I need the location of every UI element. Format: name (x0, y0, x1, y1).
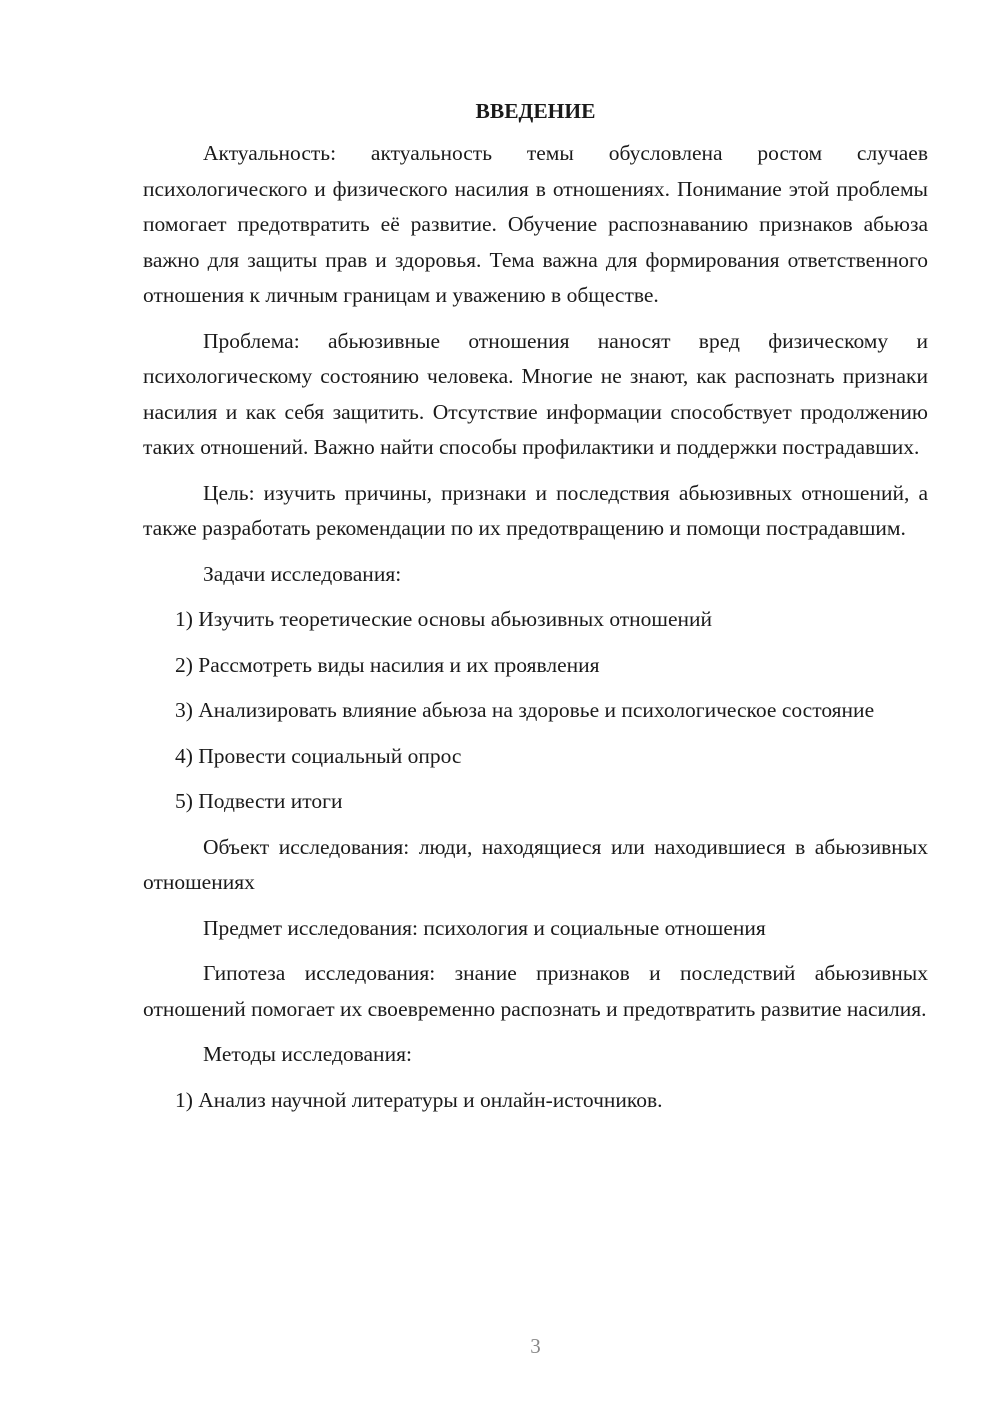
task-item-2: 2) Рассмотреть виды насилия и их проявления (175, 652, 600, 677)
page-number: 3 (530, 1334, 541, 1358)
methods-heading: Методы исследования: (203, 1042, 412, 1066)
page-title: ВВЕДЕНИЕ (475, 99, 596, 123)
object-paragraph: Объект исследования: люди, находящиеся или находившиеся в абьюзивных отношениях (143, 834, 928, 894)
actuality-paragraph: Актуальность: актуальность темы обусловлена ростом случаев психологического и физического насилия в отношениях. Понимание этой проблемы помогает предотвратить её развитие. Обучение распознаванию признаков абьюза важно для защиты прав и здоровья. Тема важна для формирования ответственного отношения к личным границам и уважению в обществе. (143, 141, 928, 307)
goal-paragraph: Цель: изучить причины, признаки и последствия абьюзивных отношений, а также разработать рекомендации по их предотвращению и помощи пострадавшим. (143, 480, 928, 540)
tasks-heading: Задачи исследования: (203, 561, 402, 586)
task-item-1: 1) Изучить теоретические основы абьюзивных отношений (175, 607, 713, 631)
document-page (143, 96, 928, 1128)
hypothesis-paragraph: Гипотеза исследования: знание признаков и последствий абьюзивных отношений помогает их своевременно распознать и предотвратить развитие насилия. (143, 961, 928, 1021)
task-item-3: 3) Анализировать влияние абьюза на здоровье и психологическое состояние (175, 698, 875, 722)
task-item-5: 5) Подвести итоги (175, 789, 343, 813)
method-item-1: 1) Анализ научной литературы и онлайн-источников. (175, 1087, 663, 1112)
task-item-4: 4) Провести социальный опрос (175, 743, 462, 768)
subject-paragraph: Предмет исследования: психология и социальные отношения (203, 915, 766, 940)
problem-paragraph: Проблема: абьюзивные отношения наносят вред физическому и психологическому состоянию человека. Многие не знают, как распознать признаки насилия и как себя защитить. Отсутствие информации способствует продолжению таких отношений. Важно найти способы профилактики и поддержки пострадавших. (143, 328, 928, 459)
